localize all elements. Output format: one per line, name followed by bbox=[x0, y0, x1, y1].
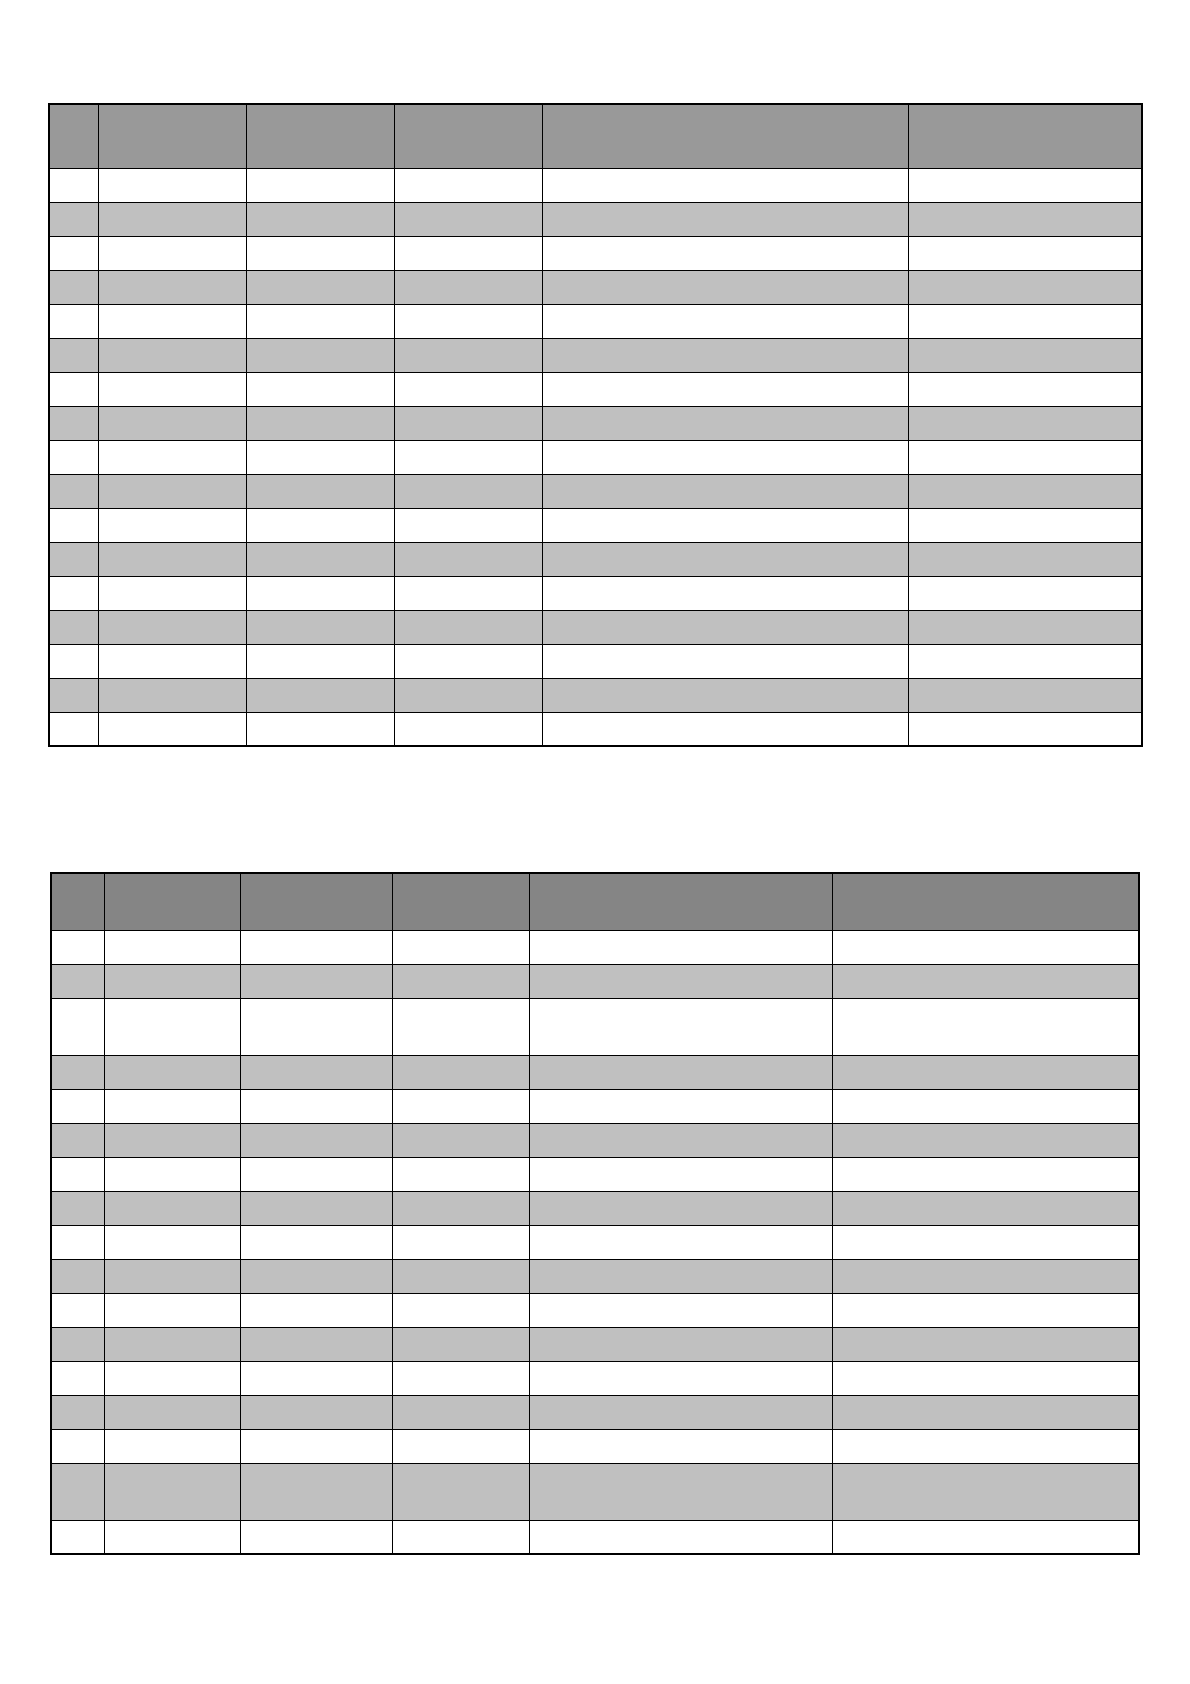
table-row bbox=[51, 1520, 1139, 1554]
table-cell bbox=[908, 304, 1142, 338]
table-cell bbox=[98, 644, 246, 678]
table-cell bbox=[394, 474, 542, 508]
table-cell bbox=[394, 508, 542, 542]
table-cell bbox=[240, 1361, 392, 1395]
table-cell bbox=[49, 678, 98, 712]
table-cell bbox=[832, 1191, 1139, 1225]
table-cell bbox=[542, 508, 908, 542]
table-cell bbox=[98, 168, 246, 202]
table-cell bbox=[908, 440, 1142, 474]
table-row bbox=[49, 508, 1142, 542]
table-cell bbox=[246, 202, 394, 236]
table-row bbox=[49, 372, 1142, 406]
table-row bbox=[51, 1395, 1139, 1429]
table-cell bbox=[240, 1157, 392, 1191]
table-cell bbox=[542, 338, 908, 372]
table-cell bbox=[392, 998, 529, 1055]
table-row bbox=[51, 964, 1139, 998]
table-row bbox=[49, 542, 1142, 576]
table-cell bbox=[908, 168, 1142, 202]
table-header-row bbox=[51, 873, 1139, 930]
table-cell bbox=[51, 1055, 104, 1089]
table-cell bbox=[49, 202, 98, 236]
table-cell bbox=[246, 406, 394, 440]
table-cell bbox=[104, 1361, 240, 1395]
table-cell bbox=[542, 712, 908, 746]
table-cell bbox=[394, 644, 542, 678]
table-cell bbox=[832, 964, 1139, 998]
table-cell bbox=[908, 202, 1142, 236]
table-cell bbox=[98, 270, 246, 304]
header-cell bbox=[246, 104, 394, 168]
table-cell bbox=[51, 1520, 104, 1554]
table-row bbox=[51, 998, 1139, 1055]
table-cell bbox=[49, 406, 98, 440]
table-cell bbox=[542, 644, 908, 678]
table-row bbox=[49, 644, 1142, 678]
table-row bbox=[49, 712, 1142, 746]
table-cell bbox=[529, 1225, 832, 1259]
table-cell bbox=[240, 964, 392, 998]
table-cell bbox=[98, 406, 246, 440]
table-cell bbox=[908, 644, 1142, 678]
table-cell bbox=[832, 1361, 1139, 1395]
table-cell bbox=[908, 372, 1142, 406]
table-cell bbox=[49, 304, 98, 338]
table-cell bbox=[104, 1520, 240, 1554]
table-cell bbox=[832, 1327, 1139, 1361]
header-cell bbox=[98, 104, 246, 168]
table-cell bbox=[104, 1089, 240, 1123]
table-cell bbox=[908, 406, 1142, 440]
table-row bbox=[51, 1327, 1139, 1361]
table-cell bbox=[832, 1225, 1139, 1259]
table-row bbox=[51, 1191, 1139, 1225]
table-cell bbox=[51, 1191, 104, 1225]
table-cell bbox=[104, 1395, 240, 1429]
table-cell bbox=[908, 712, 1142, 746]
table-cell bbox=[392, 1361, 529, 1395]
table-cell bbox=[394, 610, 542, 644]
table-cell bbox=[240, 1089, 392, 1123]
table-cell bbox=[542, 236, 908, 270]
table-row bbox=[49, 304, 1142, 338]
table-cell bbox=[246, 168, 394, 202]
table-row bbox=[51, 930, 1139, 964]
header-cell bbox=[240, 873, 392, 930]
table-cell bbox=[49, 168, 98, 202]
table-row bbox=[49, 168, 1142, 202]
table-cell bbox=[832, 1089, 1139, 1123]
table-cell bbox=[49, 474, 98, 508]
table-cell bbox=[392, 1089, 529, 1123]
table-cell bbox=[51, 1293, 104, 1327]
table-cell bbox=[240, 930, 392, 964]
table-row bbox=[51, 1089, 1139, 1123]
header-cell bbox=[104, 873, 240, 930]
table-cell bbox=[240, 1463, 392, 1520]
table-cell bbox=[529, 1191, 832, 1225]
table-row bbox=[51, 1055, 1139, 1089]
table-cell bbox=[240, 1293, 392, 1327]
table-cell bbox=[104, 1293, 240, 1327]
table-cell bbox=[832, 1123, 1139, 1157]
table-cell bbox=[51, 1157, 104, 1191]
table-cell bbox=[240, 1225, 392, 1259]
table-cell bbox=[832, 1395, 1139, 1429]
header-cell bbox=[51, 873, 104, 930]
table-cell bbox=[832, 1055, 1139, 1089]
table-cell bbox=[529, 1259, 832, 1293]
data-table-1 bbox=[48, 103, 1143, 747]
table-cell bbox=[392, 1157, 529, 1191]
table-cell bbox=[104, 1123, 240, 1157]
table-cell bbox=[98, 202, 246, 236]
table-cell bbox=[240, 1191, 392, 1225]
table-cell bbox=[392, 964, 529, 998]
table-cell bbox=[542, 202, 908, 236]
table-cell bbox=[49, 270, 98, 304]
table-cell bbox=[908, 576, 1142, 610]
table-cell bbox=[529, 1395, 832, 1429]
table-row bbox=[49, 610, 1142, 644]
table-row bbox=[49, 678, 1142, 712]
table-cell bbox=[51, 964, 104, 998]
table-cell bbox=[246, 508, 394, 542]
table-cell bbox=[529, 1089, 832, 1123]
table-cell bbox=[49, 508, 98, 542]
table-header-row bbox=[49, 104, 1142, 168]
table-row bbox=[51, 1123, 1139, 1157]
table-cell bbox=[542, 678, 908, 712]
table-cell bbox=[246, 610, 394, 644]
table-cell bbox=[51, 1089, 104, 1123]
table-cell bbox=[49, 644, 98, 678]
table-cell bbox=[98, 576, 246, 610]
table-cell bbox=[104, 964, 240, 998]
table-cell bbox=[542, 440, 908, 474]
table-cell bbox=[104, 1055, 240, 1089]
table-row bbox=[49, 270, 1142, 304]
table-cell bbox=[392, 1429, 529, 1463]
table-cell bbox=[104, 1191, 240, 1225]
table-cell bbox=[394, 440, 542, 474]
table-cell bbox=[394, 236, 542, 270]
table-cell bbox=[246, 712, 394, 746]
table-cell bbox=[529, 964, 832, 998]
table-cell bbox=[104, 1259, 240, 1293]
table-cell bbox=[832, 1259, 1139, 1293]
table-cell bbox=[240, 1395, 392, 1429]
table-cell bbox=[542, 304, 908, 338]
table-cell bbox=[529, 998, 832, 1055]
table-cell bbox=[49, 338, 98, 372]
table-cell bbox=[908, 678, 1142, 712]
table-cell bbox=[832, 998, 1139, 1055]
header-cell bbox=[394, 104, 542, 168]
table-cell bbox=[98, 474, 246, 508]
table-cell bbox=[529, 1429, 832, 1463]
table-cell bbox=[104, 930, 240, 964]
header-cell bbox=[392, 873, 529, 930]
table-cell bbox=[240, 1520, 392, 1554]
table-row bbox=[49, 236, 1142, 270]
table-row bbox=[51, 1361, 1139, 1395]
table-cell bbox=[394, 712, 542, 746]
table-cell bbox=[529, 1327, 832, 1361]
table-cell bbox=[392, 1520, 529, 1554]
table-cell bbox=[392, 1055, 529, 1089]
table-cell bbox=[104, 1225, 240, 1259]
table-cell bbox=[392, 1463, 529, 1520]
table-cell bbox=[240, 998, 392, 1055]
table-cell bbox=[529, 1293, 832, 1327]
table-row bbox=[51, 1429, 1139, 1463]
table-row bbox=[49, 406, 1142, 440]
table-cell bbox=[542, 406, 908, 440]
table-cell bbox=[394, 338, 542, 372]
table-cell bbox=[51, 1361, 104, 1395]
table-cell bbox=[394, 372, 542, 406]
header-cell bbox=[908, 104, 1142, 168]
table-cell bbox=[98, 610, 246, 644]
data-table-2 bbox=[50, 872, 1140, 1555]
table-cell bbox=[394, 202, 542, 236]
table-cell bbox=[104, 1157, 240, 1191]
table-cell bbox=[98, 236, 246, 270]
table-cell bbox=[908, 508, 1142, 542]
table-cell bbox=[51, 1395, 104, 1429]
table-cell bbox=[51, 1123, 104, 1157]
table-cell bbox=[542, 576, 908, 610]
table-row bbox=[49, 440, 1142, 474]
table-cell bbox=[49, 610, 98, 644]
table-cell bbox=[98, 440, 246, 474]
table-cell bbox=[49, 236, 98, 270]
table-cell bbox=[51, 1327, 104, 1361]
table-cell bbox=[98, 508, 246, 542]
table-cell bbox=[542, 610, 908, 644]
table-cell bbox=[49, 440, 98, 474]
table-cell bbox=[529, 930, 832, 964]
table-cell bbox=[104, 1463, 240, 1520]
table-row bbox=[51, 1293, 1139, 1327]
table-cell bbox=[51, 998, 104, 1055]
table-cell bbox=[394, 406, 542, 440]
table-cell bbox=[51, 1429, 104, 1463]
table-cell bbox=[542, 542, 908, 576]
table-cell bbox=[51, 930, 104, 964]
table-cell bbox=[98, 678, 246, 712]
table-cell bbox=[49, 712, 98, 746]
table-cell bbox=[908, 610, 1142, 644]
table-cell bbox=[246, 576, 394, 610]
table-cell bbox=[908, 474, 1142, 508]
table-cell bbox=[240, 1259, 392, 1293]
table-cell bbox=[104, 1429, 240, 1463]
table-cell bbox=[246, 236, 394, 270]
header-cell bbox=[49, 104, 98, 168]
table-cell bbox=[240, 1429, 392, 1463]
table-cell bbox=[104, 1327, 240, 1361]
table-cell bbox=[392, 1225, 529, 1259]
table-cell bbox=[394, 270, 542, 304]
table-cell bbox=[832, 1520, 1139, 1554]
table-cell bbox=[542, 474, 908, 508]
table-cell bbox=[542, 168, 908, 202]
table-cell bbox=[246, 644, 394, 678]
header-cell bbox=[832, 873, 1139, 930]
table-cell bbox=[246, 678, 394, 712]
table-cell bbox=[392, 1395, 529, 1429]
table-cell bbox=[392, 1191, 529, 1225]
table-cell bbox=[542, 372, 908, 406]
table-cell bbox=[529, 1463, 832, 1520]
table-cell bbox=[908, 236, 1142, 270]
table-cell bbox=[832, 1463, 1139, 1520]
table-cell bbox=[832, 1157, 1139, 1191]
header-cell bbox=[529, 873, 832, 930]
table-cell bbox=[392, 1293, 529, 1327]
table-cell bbox=[98, 304, 246, 338]
table-cell bbox=[832, 930, 1139, 964]
table-cell bbox=[49, 372, 98, 406]
table-cell bbox=[98, 542, 246, 576]
table-cell bbox=[908, 338, 1142, 372]
table-cell bbox=[240, 1327, 392, 1361]
table-cell bbox=[529, 1055, 832, 1089]
table-cell bbox=[529, 1123, 832, 1157]
table-cell bbox=[392, 1123, 529, 1157]
table-cell bbox=[51, 1463, 104, 1520]
table-cell bbox=[240, 1123, 392, 1157]
table-cell bbox=[394, 542, 542, 576]
table-cell bbox=[240, 1055, 392, 1089]
table-cell bbox=[908, 270, 1142, 304]
table-cell bbox=[529, 1361, 832, 1395]
table-cell bbox=[51, 1225, 104, 1259]
table-row bbox=[51, 1259, 1139, 1293]
table-cell bbox=[98, 712, 246, 746]
table-cell bbox=[542, 270, 908, 304]
table-cell bbox=[392, 1327, 529, 1361]
table-cell bbox=[832, 1293, 1139, 1327]
table-cell bbox=[98, 338, 246, 372]
table-cell bbox=[529, 1157, 832, 1191]
table-cell bbox=[246, 440, 394, 474]
table-cell bbox=[529, 1520, 832, 1554]
table-cell bbox=[392, 1259, 529, 1293]
table-cell bbox=[246, 338, 394, 372]
table-cell bbox=[394, 304, 542, 338]
table-row bbox=[49, 576, 1142, 610]
table-cell bbox=[98, 372, 246, 406]
table-cell bbox=[49, 576, 98, 610]
table-row bbox=[49, 474, 1142, 508]
table-row bbox=[51, 1225, 1139, 1259]
table-cell bbox=[49, 542, 98, 576]
table-cell bbox=[392, 930, 529, 964]
table-cell bbox=[394, 678, 542, 712]
table-cell bbox=[394, 168, 542, 202]
table-cell bbox=[104, 998, 240, 1055]
table-cell bbox=[246, 474, 394, 508]
table-cell bbox=[246, 372, 394, 406]
table-cell bbox=[246, 542, 394, 576]
table-row bbox=[49, 338, 1142, 372]
table-row bbox=[51, 1463, 1139, 1520]
table-row bbox=[51, 1157, 1139, 1191]
table-row bbox=[49, 202, 1142, 236]
table-cell bbox=[51, 1259, 104, 1293]
table-cell bbox=[832, 1429, 1139, 1463]
table-cell bbox=[908, 542, 1142, 576]
table-cell bbox=[394, 576, 542, 610]
table-cell bbox=[246, 304, 394, 338]
table-cell bbox=[246, 270, 394, 304]
header-cell bbox=[542, 104, 908, 168]
